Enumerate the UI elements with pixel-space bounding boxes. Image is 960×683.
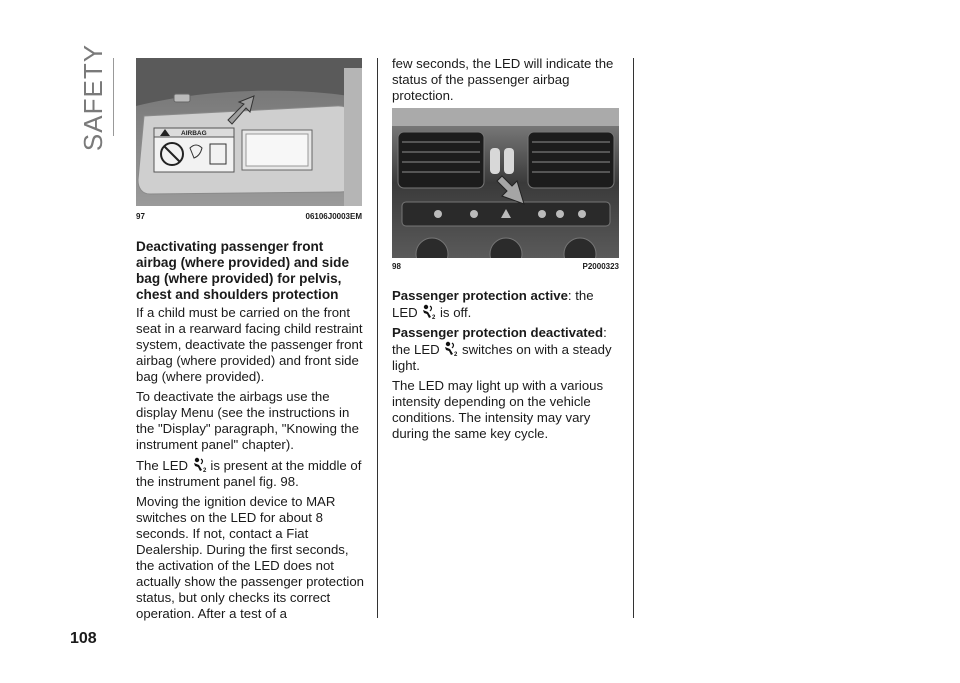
column-divider: [633, 58, 634, 618]
paragraph-ignition-test: Moving the ignition device to MAR switches on the LED for about 8 seconds. If not, contact a Fiat Dealership. During the first seconds, the activation of the LED does not actually show the passenger protection status, but only checks its correct operation. After a test of a: [136, 494, 364, 621]
section-tab: [78, 43, 109, 151]
figure-97-image: [136, 58, 362, 206]
paragraph-led-location: [136, 457, 364, 490]
text-fragment: : the LED: [392, 325, 607, 357]
protection-deactivated-label: Passenger protection deactivated: [392, 325, 604, 340]
svg-text:2: 2: [454, 352, 458, 357]
section-tab-rule: [113, 58, 114, 136]
text-fragment: : the LED: [392, 288, 594, 320]
text-fragment: is off.: [440, 305, 472, 320]
paragraph-display-menu: To deactivate the airbags use the display Menu (see the instructions in the "Display" paragraph, "Knowing the instrument panel" chapter).: [136, 389, 359, 452]
paragraph-protection-active: [392, 288, 622, 321]
figure-98-image: [392, 108, 619, 258]
airbag-off-icon: [421, 304, 436, 320]
figure-98-number: 98: [392, 262, 401, 271]
protection-active-label: Passenger protection active: [392, 288, 568, 303]
section-heading: Deactivating passenger front airbag (where provided) and side bag (where provided) for pelvis, chest and shoulders protection: [136, 239, 350, 302]
right-column-bottom: [392, 288, 622, 446]
dashboard-illustration: [392, 108, 619, 258]
figure-97-number: 97: [136, 212, 145, 221]
paragraph-protection-deactivated: [392, 325, 622, 374]
sticker-label: AIRBAG: [181, 130, 207, 137]
sun-visor-illustration: [136, 58, 362, 206]
text-fragment: switches on with a steady light.: [392, 342, 612, 373]
airbag-off-icon: [192, 457, 207, 473]
paragraph-led-intensity: The LED may light up with a various intensity depending on the vehicle conditions. The intensity may vary during the same key cycle.: [392, 378, 604, 441]
figure-97-code: 06106J0003EM: [305, 212, 362, 221]
paragraph-led-status: few seconds, the LED will indicate the status of the passenger airbag protection.: [392, 56, 614, 103]
page-number: 108: [70, 630, 97, 647]
column-divider: [377, 58, 378, 618]
airbag-off-icon: [443, 341, 458, 357]
section-tab-label: SAFETY: [78, 43, 109, 151]
svg-text:2: 2: [202, 468, 207, 473]
figure-98-caption: [392, 262, 619, 271]
figure-97-caption: [136, 212, 362, 221]
svg-text:2: 2: [432, 315, 436, 320]
right-column-top: [392, 56, 620, 108]
left-column: [136, 239, 364, 626]
figure-98-code: P2000323: [582, 262, 619, 271]
text-fragment: The LED: [136, 458, 189, 473]
text-fragment: is present at the middle of the instrument panel fig. 98.: [136, 458, 362, 489]
paragraph-child-seat: If a child must be carried on the front seat in a rearward facing child restraint system, deactivate the passenger front airbag (where provided) and front side bag (where provided).: [136, 305, 363, 384]
